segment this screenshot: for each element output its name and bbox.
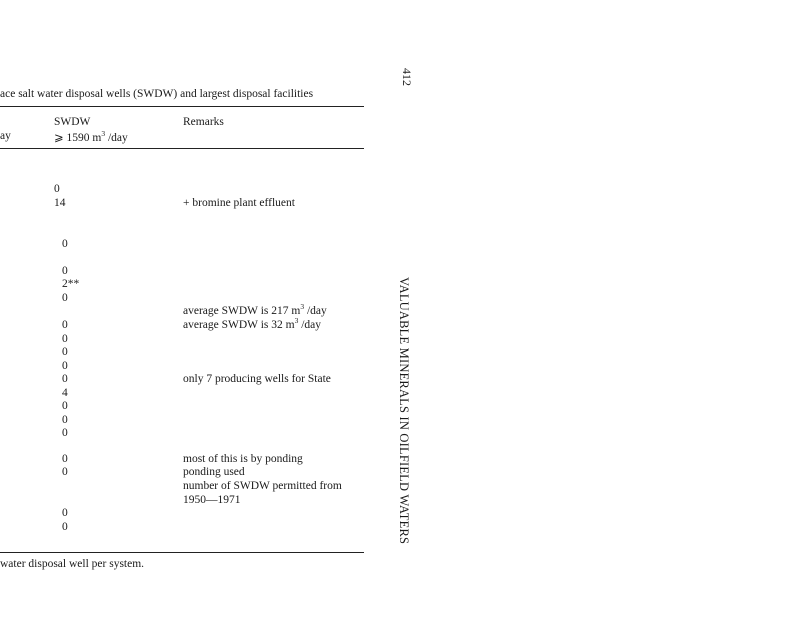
table-footnote: water disposal well per system. — [0, 558, 145, 570]
remark-cell: average SWDW is 217 $m^3$ /day — [183, 302, 327, 317]
remark-cell: only 7 producing wells for State — [183, 373, 331, 385]
header-swdw-threshold: ⩾ 1590 $m^3$ /day — [54, 129, 128, 144]
running-head: VALUABLE MINERALS IN OILFIELD WATERS — [397, 277, 411, 545]
swdw-cell: 0 — [62, 507, 68, 519]
header-remarks: Remarks — [183, 116, 224, 128]
swdw-cell: 0 — [62, 521, 68, 533]
table-bottom-rule — [0, 552, 364, 553]
swdw-cell: 0 — [62, 466, 68, 478]
header-left-fragment: ay — [0, 130, 11, 142]
swdw-cell: 0 — [62, 360, 68, 372]
table-caption: ace salt water disposal wells (SWDW) and largest disposal facilities — [0, 88, 314, 100]
swdw-cell: 0 — [62, 453, 68, 465]
swdw-cell: 4 — [62, 387, 68, 399]
page-number: 412 — [400, 68, 414, 86]
swdw-cell: 0 — [62, 265, 68, 277]
swdw-cell: 0 — [62, 292, 68, 304]
table-top-rule — [0, 106, 364, 107]
swdw-cell: 0 — [62, 400, 68, 412]
swdw-cell: 0 — [54, 183, 60, 195]
swdw-cell: 2** — [62, 278, 80, 290]
swdw-cell: 0 — [62, 414, 68, 426]
remark-cell: + bromine plant effluent — [183, 197, 295, 209]
swdw-cell: 0 — [62, 238, 68, 250]
swdw-cell: 0 — [62, 346, 68, 358]
remark-cell: ponding used — [183, 466, 245, 478]
remark-cell: most of this is by ponding — [183, 453, 303, 465]
swdw-cell: 0 — [62, 427, 68, 439]
table-header-rule — [0, 148, 364, 149]
swdw-cell: 14 — [54, 197, 66, 209]
remark-cell: number of SWDW permitted from — [183, 480, 342, 492]
swdw-cell: 0 — [62, 373, 68, 385]
remark-cell: average SWDW is 32 $m^3$ /day — [183, 316, 322, 331]
swdw-cell: 0 — [62, 333, 68, 345]
swdw-cell: 0 — [62, 319, 68, 331]
header-swdw: SWDW — [54, 116, 91, 128]
remark-cell: 1950—1971 — [183, 494, 241, 506]
